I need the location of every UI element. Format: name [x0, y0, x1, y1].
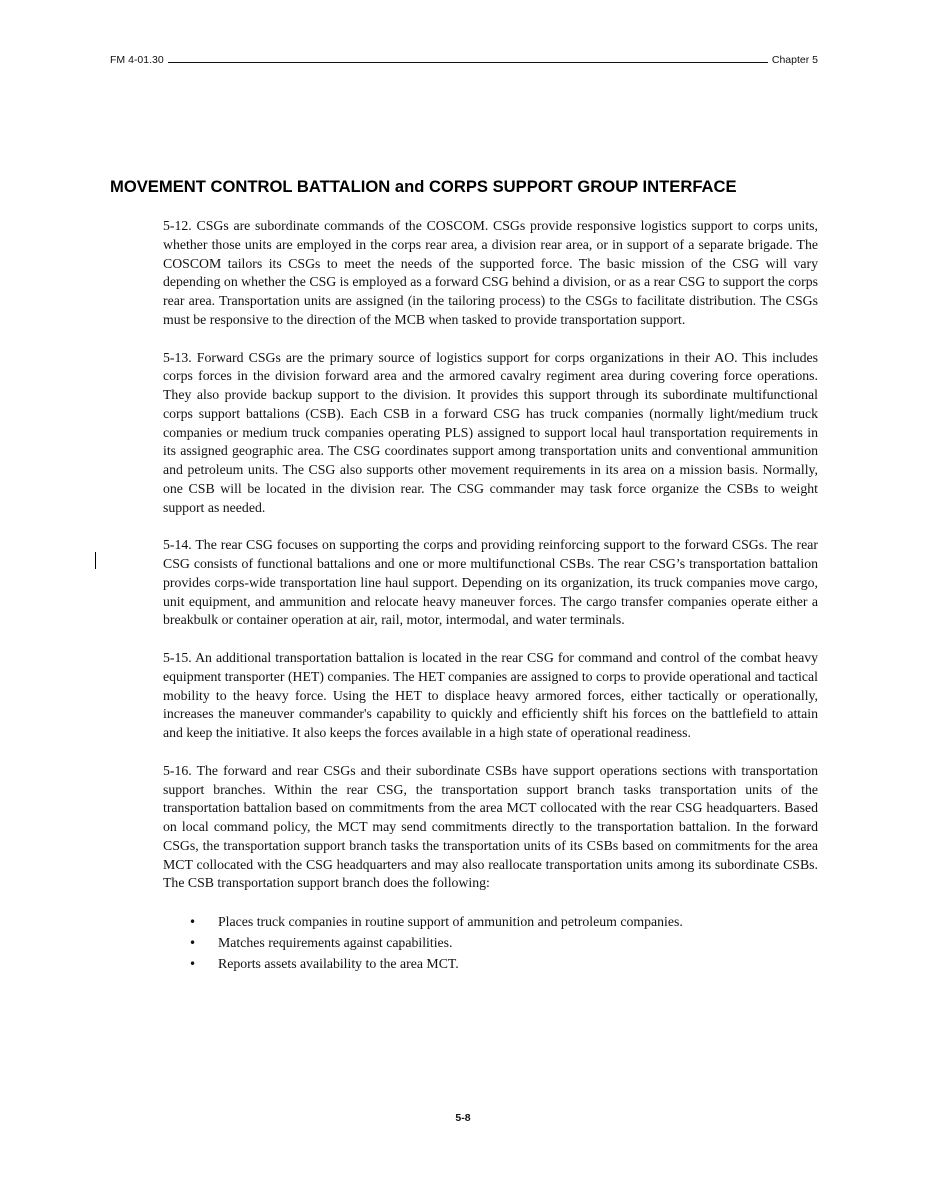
- bullet-text: Matches requirements against capabilities.: [218, 935, 453, 950]
- bullet-text: Reports assets availability to the area MCT.: [218, 956, 459, 971]
- paragraph-5-16: 5-16. The forward and rear CSGs and their subordinate CSBs have support operations sections with transportation support branches. Within the rear CSG, the transportation support branch tasks transportation units of the transportation battalion based on commitments from the area MCT collocated with the rear CSG headquarters. Based on local command policy, the MCT may send commitments directly to the transportation battalion. In the forward CSGs, the transportation support branch tasks the transportation units of its CSBs based on commitments for the area MCT collocated with the CSG headquarters and may also reallocate transportation units among its subordinate CSBs. The CSB transportation support branch does the following:: [163, 762, 818, 891]
- text-cursor: [95, 552, 96, 569]
- header-rule: [168, 62, 768, 63]
- running-header: [110, 54, 818, 66]
- section-title: MOVEMENT CONTROL BATTALION and CORPS SUPPORT GROUP INTERFACE: [110, 177, 737, 196]
- bullet-icon: •: [189, 936, 197, 950]
- paragraph-5-13: 5-13. Forward CSGs are the primary source of logistics support for corps organizations in their AO. This includes corps forces in the division forward area and the armored cavalry regiment area during covering force operations. They also provide backup support to the division. It provides this support through its subordinate multifunctional corps support battalions (CSB). Each CSB in a forward CSG has truck companies (normally light/medium truck companies or medium truck companies operating PLS) assigned to support local haul transportation requirements in its assigned geographic area. The CSG coordinates support among transportation units and conventional ammunition and petroleum units. The CSG also supports other movement requirements in its area on a mission basis. Normally, one CSB will be located in the division rear. The CSG commander may task force organize the CSBs to weight support as needed.: [163, 349, 818, 515]
- header-publication-id: FM 4-01.30: [110, 54, 164, 66]
- paragraph-5-12: 5-12. CSGs are subordinate commands of the COSCOM. CSGs provide responsive logistics support to corps units, whether those units are employed in the corps rear area, a division rear area, or in support of a separate brigade. The COSCOM tailors its CSGs to meet the needs of the supported force. The basic mission of the CSG will vary depending on whether the CSG is employed as a forward CSG behind a division, or as a rear CSG to support the corps rear area. Transportation units are assigned (in the tailoring process) to the CSGs to facilitate distribution. The CSGs must be responsive to the direction of the MCB when tasked to provide transportation support.: [163, 218, 818, 327]
- paragraph-5-15: 5-15. An additional transportation battalion is located in the rear CSG for command and control of the combat heavy equipment transporter (HET) companies. The HET companies are assigned to corps to provide operational and tactical mobility to the heavy force. Using the HET to displace heavy armored forces, either tactically or operationally, increases the maneuver commander's capability to quickly and efficiently shift his forces on the battlefield to attain and keep the initiative. It also keeps the forces available in a high state of operational readiness.: [163, 650, 818, 740]
- paragraph-5-14: 5-14. The rear CSG focuses on supporting the corps and providing reinforcing support to the forward CSGs. The rear CSG consists of functional battalions and one or more multifunctional CSBs. The rear CSG’s transportation battalion provides corps-wide transportation line haul support. Depending on its organization, its truck companies move cargo, unit equipment, and ammunition and relocate heavy maneuver forces. The cargo transfer companies operate either a breakbulk or container operation at air, rail, motor, intermodal, and water terminals.: [163, 537, 818, 628]
- header-chapter: Chapter 5: [771, 54, 818, 66]
- bullet-list: [163, 912, 818, 975]
- bullet-icon: •: [189, 957, 197, 971]
- bullet-item: [163, 933, 818, 954]
- bullet-item: [163, 912, 818, 933]
- body-text: [163, 217, 818, 975]
- bullet-item: [163, 954, 818, 975]
- page-number: 5-8: [455, 1112, 471, 1124]
- bullet-text: Places truck companies in routine support of ammunition and petroleum companies.: [218, 914, 683, 929]
- bullet-icon: •: [189, 915, 197, 929]
